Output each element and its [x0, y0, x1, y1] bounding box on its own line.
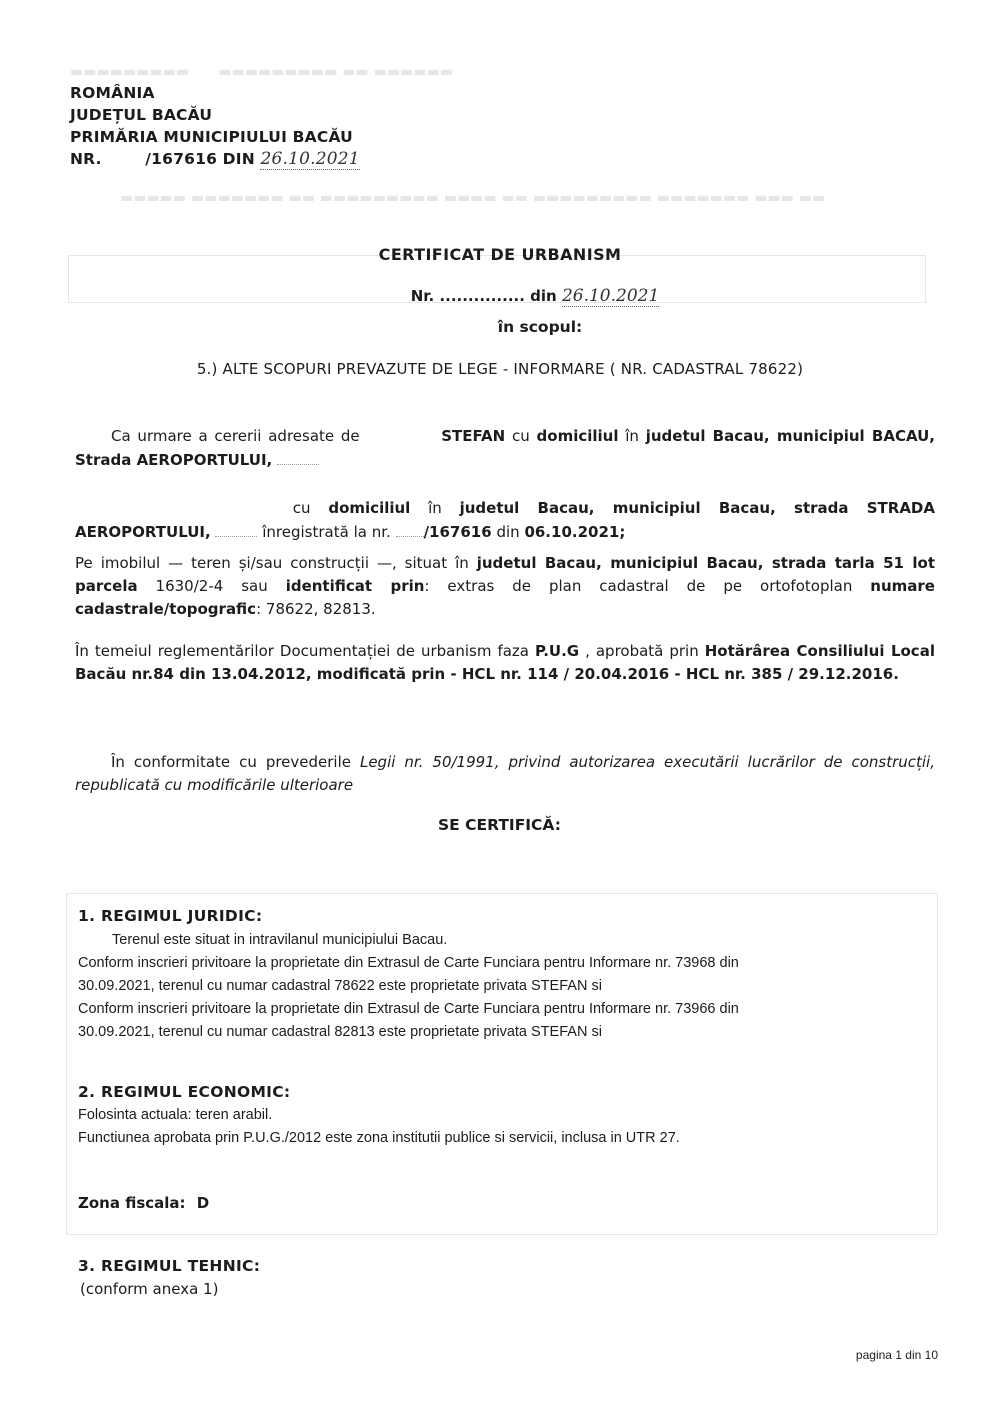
section-tehnic-heading: 3. REGIMUL TEHNIC:	[78, 1257, 261, 1275]
handwritten-date: 26.10.2021	[561, 286, 660, 306]
juridic-line: 30.09.2021, terenul cu numar cadastral 78622 este proprietate privata STEFAN si	[78, 978, 602, 994]
handwritten-date: 26.10.2021	[260, 149, 360, 169]
issuer-header	[70, 82, 360, 170]
country-name: ROMÂNIA	[70, 84, 155, 102]
bleed-through-text: ▬▬▬▬▬▬ ▬▬ ▬▬▬▬▬▬▬▬▬ ▬▬▬▬▬▬▬▬▬	[70, 64, 453, 80]
document-title: CERTIFICAT DE URBANISM	[378, 245, 622, 264]
juridic-line: Conform inscrieri privitoare la proprietate din Extrasul de Carte Funciara pentru Informare nr. 73966 din	[78, 1001, 739, 1017]
property-paragraph: Pe imobilul — teren și/sau construcții —, situat în judetul Bacau, municipiul Bacau, strada tarla 51 lot parcela 1630/2-4 sau identificat prin: extras de plan cadastral de pe ortofotoplan numare cadastrale/topografic: 78622, 82813.	[75, 554, 935, 618]
legal-basis-paragraph: În temeiul reglementărilor Documentației de urbanism faza P.U.G , aprobată prin Hotărârea Consiliului Local Bacău nr.84 din 13.04.2012, modificată prin - HCL nr. 114 / 20.04.2016 - HCL nr. 385 / 29.12.2016.	[75, 642, 935, 683]
section-juridic-heading: 1. REGIMUL JURIDIC:	[78, 907, 263, 925]
section-economic-body	[78, 1104, 938, 1150]
certifies-heading: SE CERTIFICĂ:	[438, 816, 561, 834]
juridic-line: Terenul este situat in intravilanul municipiului Bacau.	[112, 932, 448, 948]
economic-line: Folosinta actuala: teren arabil.	[78, 1107, 273, 1123]
economic-line: Functiunea aprobata prin P.U.G./2012 este zona institutii publice si servicii, inclusa in UTR 27.	[78, 1130, 680, 1146]
page-number: pagina 1 din 10	[855, 1348, 938, 1362]
scope-label: în scopul:	[497, 318, 583, 336]
section-juridic-body	[78, 929, 938, 1044]
registration-number: NR. /167616 DIN 26.10.2021	[70, 149, 360, 169]
juridic-line: Conform inscrieri privitoare la proprietate din Extrasul de Carte Funciara pentru Informare nr. 73968 din	[78, 955, 739, 971]
county-name: JUDEȚUL BACĂU	[70, 106, 213, 124]
juridic-line: 30.09.2021, terenul cu numar cadastral 82813 este proprietate privata STEFAN si	[78, 1024, 602, 1040]
institution-name: PRIMĂRIA MUNICIPIULUI BACĂU	[70, 128, 353, 146]
fiscal-zone: Zona fiscala: D	[78, 1194, 210, 1212]
certificate-number-line: Nr. ............... din 26.10.2021	[410, 286, 660, 306]
bleed-through-text: ▬▬ ▬▬▬ ▬▬▬▬▬▬▬ ▬▬▬▬▬▬▬▬▬ ▬▬ ▬▬▬▬ ▬▬▬▬▬▬▬▬▬ ▬▬ ▬▬▬▬▬▬▬ ▬▬▬▬▬	[120, 190, 826, 206]
conformity-paragraph: În conformitate cu prevederile Legii nr. 50/1991, privind autorizarea executării lucrărilor de construcții, republicată cu modificările ulterioare	[75, 753, 935, 794]
request-paragraph: Ca urmare a cererii adresate de STEFAN cu domiciliul în judetul Bacau, municipiul BACAU, Strada AEROPORTULUI, cu domiciliul în judetul Bacau, municipiul Bacau, strada STRADA AEROPORTULUI, înregistrată la nr. /167616 din 06.10.2021;	[75, 427, 935, 541]
certificate-purpose: 5.) ALTE SCOPURI PREVAZUTE DE LEGE - INFORMARE ( NR. CADASTRAL 78622)	[196, 360, 804, 378]
section-economic-heading: 2. REGIMUL ECONOMIC:	[78, 1083, 291, 1101]
section-tehnic-note: (conform anexa 1)	[80, 1280, 219, 1298]
applicant-name: STEFAN	[441, 427, 506, 445]
